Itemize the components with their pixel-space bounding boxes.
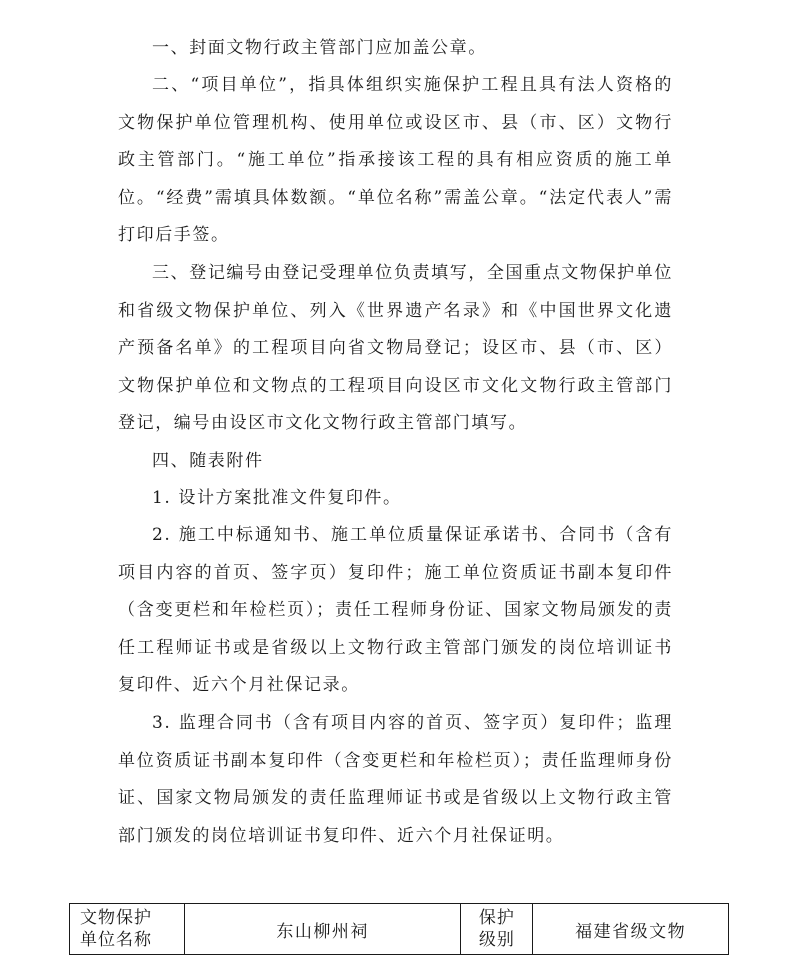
note-cover-seal: 一、封面文物行政主管部门应加盖公章。 xyxy=(152,38,487,58)
attachment-item-3: 3. 监理合同书（含有项目内容的首页、签字页）复印件；监理单位资质证书副本复印件（含变更栏和年检栏页）；责任监理师身份证、国家文物局颁发的责任监理师证书或是省级以上文物行政主管部门颁发的岗位培训证书复印件、近六个月社保证明。 xyxy=(118,713,673,846)
unit-name-label-line1: 文物保护 xyxy=(80,908,152,928)
protection-level-value: 福建省级文物 xyxy=(533,904,729,955)
attachment-item-1: 1. 设计方案批准文件复印件。 xyxy=(152,488,402,508)
protection-level-label-line1: 保护 xyxy=(478,908,515,928)
note-attachments-heading: 四、随表附件 xyxy=(152,451,264,471)
unit-info-table xyxy=(69,903,729,955)
protection-level-label-line2: 级别 xyxy=(478,930,515,950)
unit-name-label xyxy=(70,904,185,955)
note-project-unit: 二、“项目单位”，指具体组织实施保护工程且具有法人资格的文物保护单位管理机构、使用单位或设区市、县（市、区）文物行政主管部门。“施工单位”指承接该工程的具有相应资质的施工单位。“经费”需填具体数额。“单位名称”需盖公章。“法定代表人”需打印后手签。 xyxy=(118,75,673,245)
table-row xyxy=(70,904,729,955)
unit-name-label-line2: 单位名称 xyxy=(80,930,152,950)
note-registration-number: 三、登记编号由登记受理单位负责填写，全国重点文物保护单位和省级文物保护单位、列入《世界遗产名录》和《中国世界文化遗产预备名单》的工程项目向省文物局登记；设区市、县（市、区）文物保护单位和文物点的工程项目向设区市文化文物行政主管部门登记，编号由设区市文化文物行政主管部门填写。 xyxy=(118,263,673,433)
attachment-item-2: 2. 施工中标通知书、施工单位质量保证承诺书、合同书（含有项目内容的首页、签字页）复印件；施工单位资质证书副本复印件（含变更栏和年检栏页）；责任工程师身份证、国家文物局颁发的责任工程师证书或是省级以上文物行政主管部门颁发的岗位培训证书复印件、近六个月社保记录。 xyxy=(118,525,673,695)
protection-level-label xyxy=(461,904,533,955)
unit-name-value: 东山柳州祠 xyxy=(184,904,461,955)
